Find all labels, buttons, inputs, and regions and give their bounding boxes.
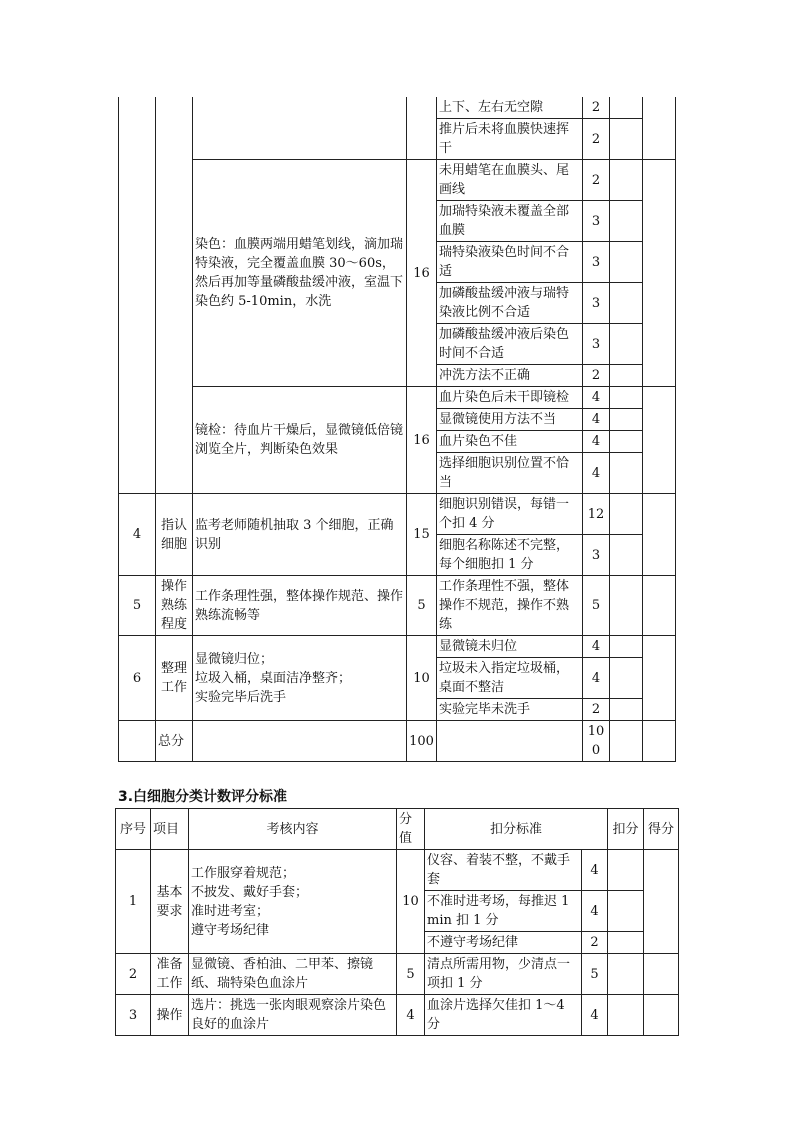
deduction-criterion: 清点所需用物，少清点一项扣 1 分 [425, 954, 582, 995]
criterion-points: 4 [583, 636, 610, 658]
total-points: 100 [407, 721, 437, 762]
deduct-input[interactable] [610, 365, 643, 387]
score-input[interactable] [643, 494, 676, 576]
deduct-input[interactable] [610, 636, 643, 658]
deduction-criterion: 实验完毕未洗手 [437, 699, 583, 721]
deduct-input[interactable] [608, 954, 644, 995]
table-row [119, 387, 676, 409]
header-row [116, 809, 679, 850]
deduct-input[interactable] [610, 576, 643, 636]
assessment-content: 染色：血膜两端用蜡笔划线，滴加瑞特染液，完全覆盖血膜 30～60s，然后再加等量磷酸盐缓冲液，室温下染色约 5-10min，水洗 [193, 160, 407, 387]
criterion-points: 2 [583, 160, 610, 201]
assessment-content: 选片：挑选一张肉眼观察涂片染色良好的血涂片 [189, 995, 397, 1036]
points-value: 16 [407, 160, 437, 387]
criterion-points: 2 [582, 932, 608, 954]
score-input[interactable] [643, 636, 676, 721]
deduct-input[interactable] [610, 431, 643, 453]
points-value: 10 [397, 850, 425, 954]
points-value: 5 [397, 954, 425, 995]
deduction-criterion: 显微镜使用方法不当 [437, 409, 583, 431]
empty-cell [193, 721, 407, 762]
criterion-points: 3 [583, 324, 610, 365]
deduction-criterion: 瑞特染液染色时间不合适 [437, 242, 583, 283]
assessment-content: 镜检：待血片干燥后，显微镜低倍镜浏览全片，判断染色效果 [193, 387, 407, 494]
assessment-content [193, 97, 407, 160]
item-name: 指认细胞 [156, 494, 193, 576]
points-value: 16 [407, 387, 437, 494]
item-name: 基本要求 [151, 850, 189, 954]
criterion-points: 4 [583, 431, 610, 453]
assessment-content: 显微镜归位； 垃圾入桶，桌面洁净整齐； 实验完毕后洗手 [193, 636, 407, 721]
deduction-criterion: 不准时进考场，每推迟 1min 扣 1 分 [425, 891, 582, 932]
criterion-points: 3 [583, 535, 610, 576]
table-row [119, 160, 676, 201]
deduct-input[interactable] [610, 201, 643, 242]
deduct-input[interactable] [608, 932, 644, 954]
deduct-input[interactable] [610, 535, 643, 576]
table-row [119, 636, 676, 658]
table-row [116, 995, 679, 1036]
scoring-table-continued [118, 97, 676, 762]
header-criteria: 扣分标准 [425, 809, 608, 850]
table-row [119, 97, 676, 119]
score-input[interactable] [644, 995, 679, 1036]
deduction-criterion: 推片后未将血膜快速挥干 [437, 119, 583, 160]
deduct-input[interactable] [610, 283, 643, 324]
deduct-input[interactable] [610, 494, 643, 535]
header-no: 序号 [116, 809, 151, 850]
total-row [119, 721, 676, 762]
score-input[interactable] [643, 576, 676, 636]
table-row [119, 494, 676, 535]
assessment-content: 监考老师随机抽取 3 个细胞，正确识别 [193, 494, 407, 576]
criterion-points: 4 [583, 658, 610, 699]
item-name: 操作熟练程度 [156, 576, 193, 636]
assessment-content: 显微镜、香柏油、二甲苯、擦镜纸、瑞特染色血涂片 [189, 954, 397, 995]
item-name: 准备工作 [151, 954, 189, 995]
header-score: 得分 [644, 809, 679, 850]
deduct-input[interactable] [610, 721, 643, 762]
criterion-points: 2 [583, 699, 610, 721]
deduction-criterion: 血片染色不佳 [437, 431, 583, 453]
points-value: 5 [407, 576, 437, 636]
deduct-input[interactable] [610, 242, 643, 283]
item-number: 2 [116, 954, 151, 995]
criterion-points: 4 [582, 850, 608, 891]
criterion-points: 2 [583, 365, 610, 387]
criterion-points: 3 [583, 201, 610, 242]
table-row [119, 576, 676, 636]
deduction-criterion: 工作条理性不强，整体操作不规范，操作不熟练 [437, 576, 583, 636]
deduction-criterion: 细胞识别错误，每错一个扣 4 分 [437, 494, 583, 535]
deduct-input[interactable] [610, 658, 643, 699]
header-item: 项目 [151, 809, 189, 850]
header-points: 分值 [397, 809, 425, 850]
item-number: 6 [119, 636, 156, 721]
points-value [407, 97, 437, 160]
deduction-criterion: 未用蜡笔在血膜头、尾画线 [437, 160, 583, 201]
deduction-criterion: 不遵守考场纪律 [425, 932, 582, 954]
criterion-points: 2 [583, 119, 610, 160]
deduction-criterion: 血涂片选择欠佳扣 1～4 分 [425, 995, 582, 1036]
criterion-points: 2 [583, 97, 610, 119]
total-criteria-points: 100 [583, 721, 610, 762]
criterion-points: 4 [583, 387, 610, 409]
empty-cell [119, 721, 156, 762]
deduct-input[interactable] [610, 324, 643, 365]
deduct-input[interactable] [608, 891, 644, 932]
deduction-criterion: 加磷酸盐缓冲液后染色时间不合适 [437, 324, 583, 365]
deduction-criterion: 冲洗方法不正确 [437, 365, 583, 387]
deduction-criterion: 显微镜未归位 [437, 636, 583, 658]
points-value: 4 [397, 995, 425, 1036]
deduction-criterion: 上下、左右无空隙 [437, 97, 583, 119]
item-number: 3 [116, 995, 151, 1036]
assessment-content: 工作服穿着规范； 不披发、戴好手套； 准时进考室； 遵守考场纪律 [189, 850, 397, 954]
criterion-points: 4 [583, 453, 610, 494]
criterion-points: 5 [583, 576, 610, 636]
section-title: 3.白细胞分类计数评分标准 [118, 789, 288, 805]
deduction-criterion: 加瑞特染液未覆盖全部血膜 [437, 201, 583, 242]
deduction-criterion: 选择细胞识别位置不恰当 [437, 453, 583, 494]
deduct-input[interactable] [610, 387, 643, 409]
score-input[interactable] [643, 160, 676, 387]
item-number: 4 [119, 494, 156, 576]
header-deduct: 扣分 [608, 809, 644, 850]
deduct-input[interactable] [608, 850, 644, 891]
deduct-input[interactable] [610, 409, 643, 431]
points-value: 10 [407, 636, 437, 721]
item-number: 5 [119, 576, 156, 636]
empty-cell [437, 721, 583, 762]
score-input[interactable] [643, 97, 676, 160]
assessment-content: 工作条理性强，整体操作规范、操作熟练流畅等 [193, 576, 407, 636]
wbc-differential-scoring-table [115, 808, 679, 1036]
deduct-input[interactable] [610, 699, 643, 721]
score-input[interactable] [644, 954, 679, 995]
table-row [116, 850, 679, 891]
deduct-input[interactable] [610, 160, 643, 201]
points-value: 15 [407, 494, 437, 576]
header-content: 考核内容 [189, 809, 397, 850]
deduction-criterion: 垃圾未入指定垃圾桶，桌面不整洁 [437, 658, 583, 699]
criterion-points: 3 [583, 242, 610, 283]
item-name: 整理工作 [156, 636, 193, 721]
score-input[interactable] [643, 721, 676, 762]
deduct-input[interactable] [610, 119, 643, 160]
criterion-points: 4 [582, 891, 608, 932]
criterion-points: 3 [583, 283, 610, 324]
criterion-points: 5 [582, 954, 608, 995]
score-input[interactable] [644, 850, 679, 954]
criterion-points: 4 [582, 995, 608, 1036]
criterion-points: 4 [583, 409, 610, 431]
deduct-input[interactable] [608, 995, 644, 1036]
criterion-points: 12 [583, 494, 610, 535]
item-name: 操作 [151, 995, 189, 1036]
item-name [156, 97, 193, 494]
table-row [116, 954, 679, 995]
deduction-criterion: 仪容、着装不整，不戴手套 [425, 850, 582, 891]
total-label: 总分 [156, 721, 193, 762]
score-input[interactable] [643, 387, 676, 494]
deduction-criterion: 细胞名称陈述不完整，每个细胞扣 1 分 [437, 535, 583, 576]
deduction-criterion: 加磷酸盐缓冲液与瑞特染液比例不合适 [437, 283, 583, 324]
deduction-criterion: 血片染色后未干即镜检 [437, 387, 583, 409]
item-number: 1 [116, 850, 151, 954]
deduct-input[interactable] [610, 453, 643, 494]
item-number [119, 97, 156, 494]
deduct-input[interactable] [610, 97, 643, 119]
